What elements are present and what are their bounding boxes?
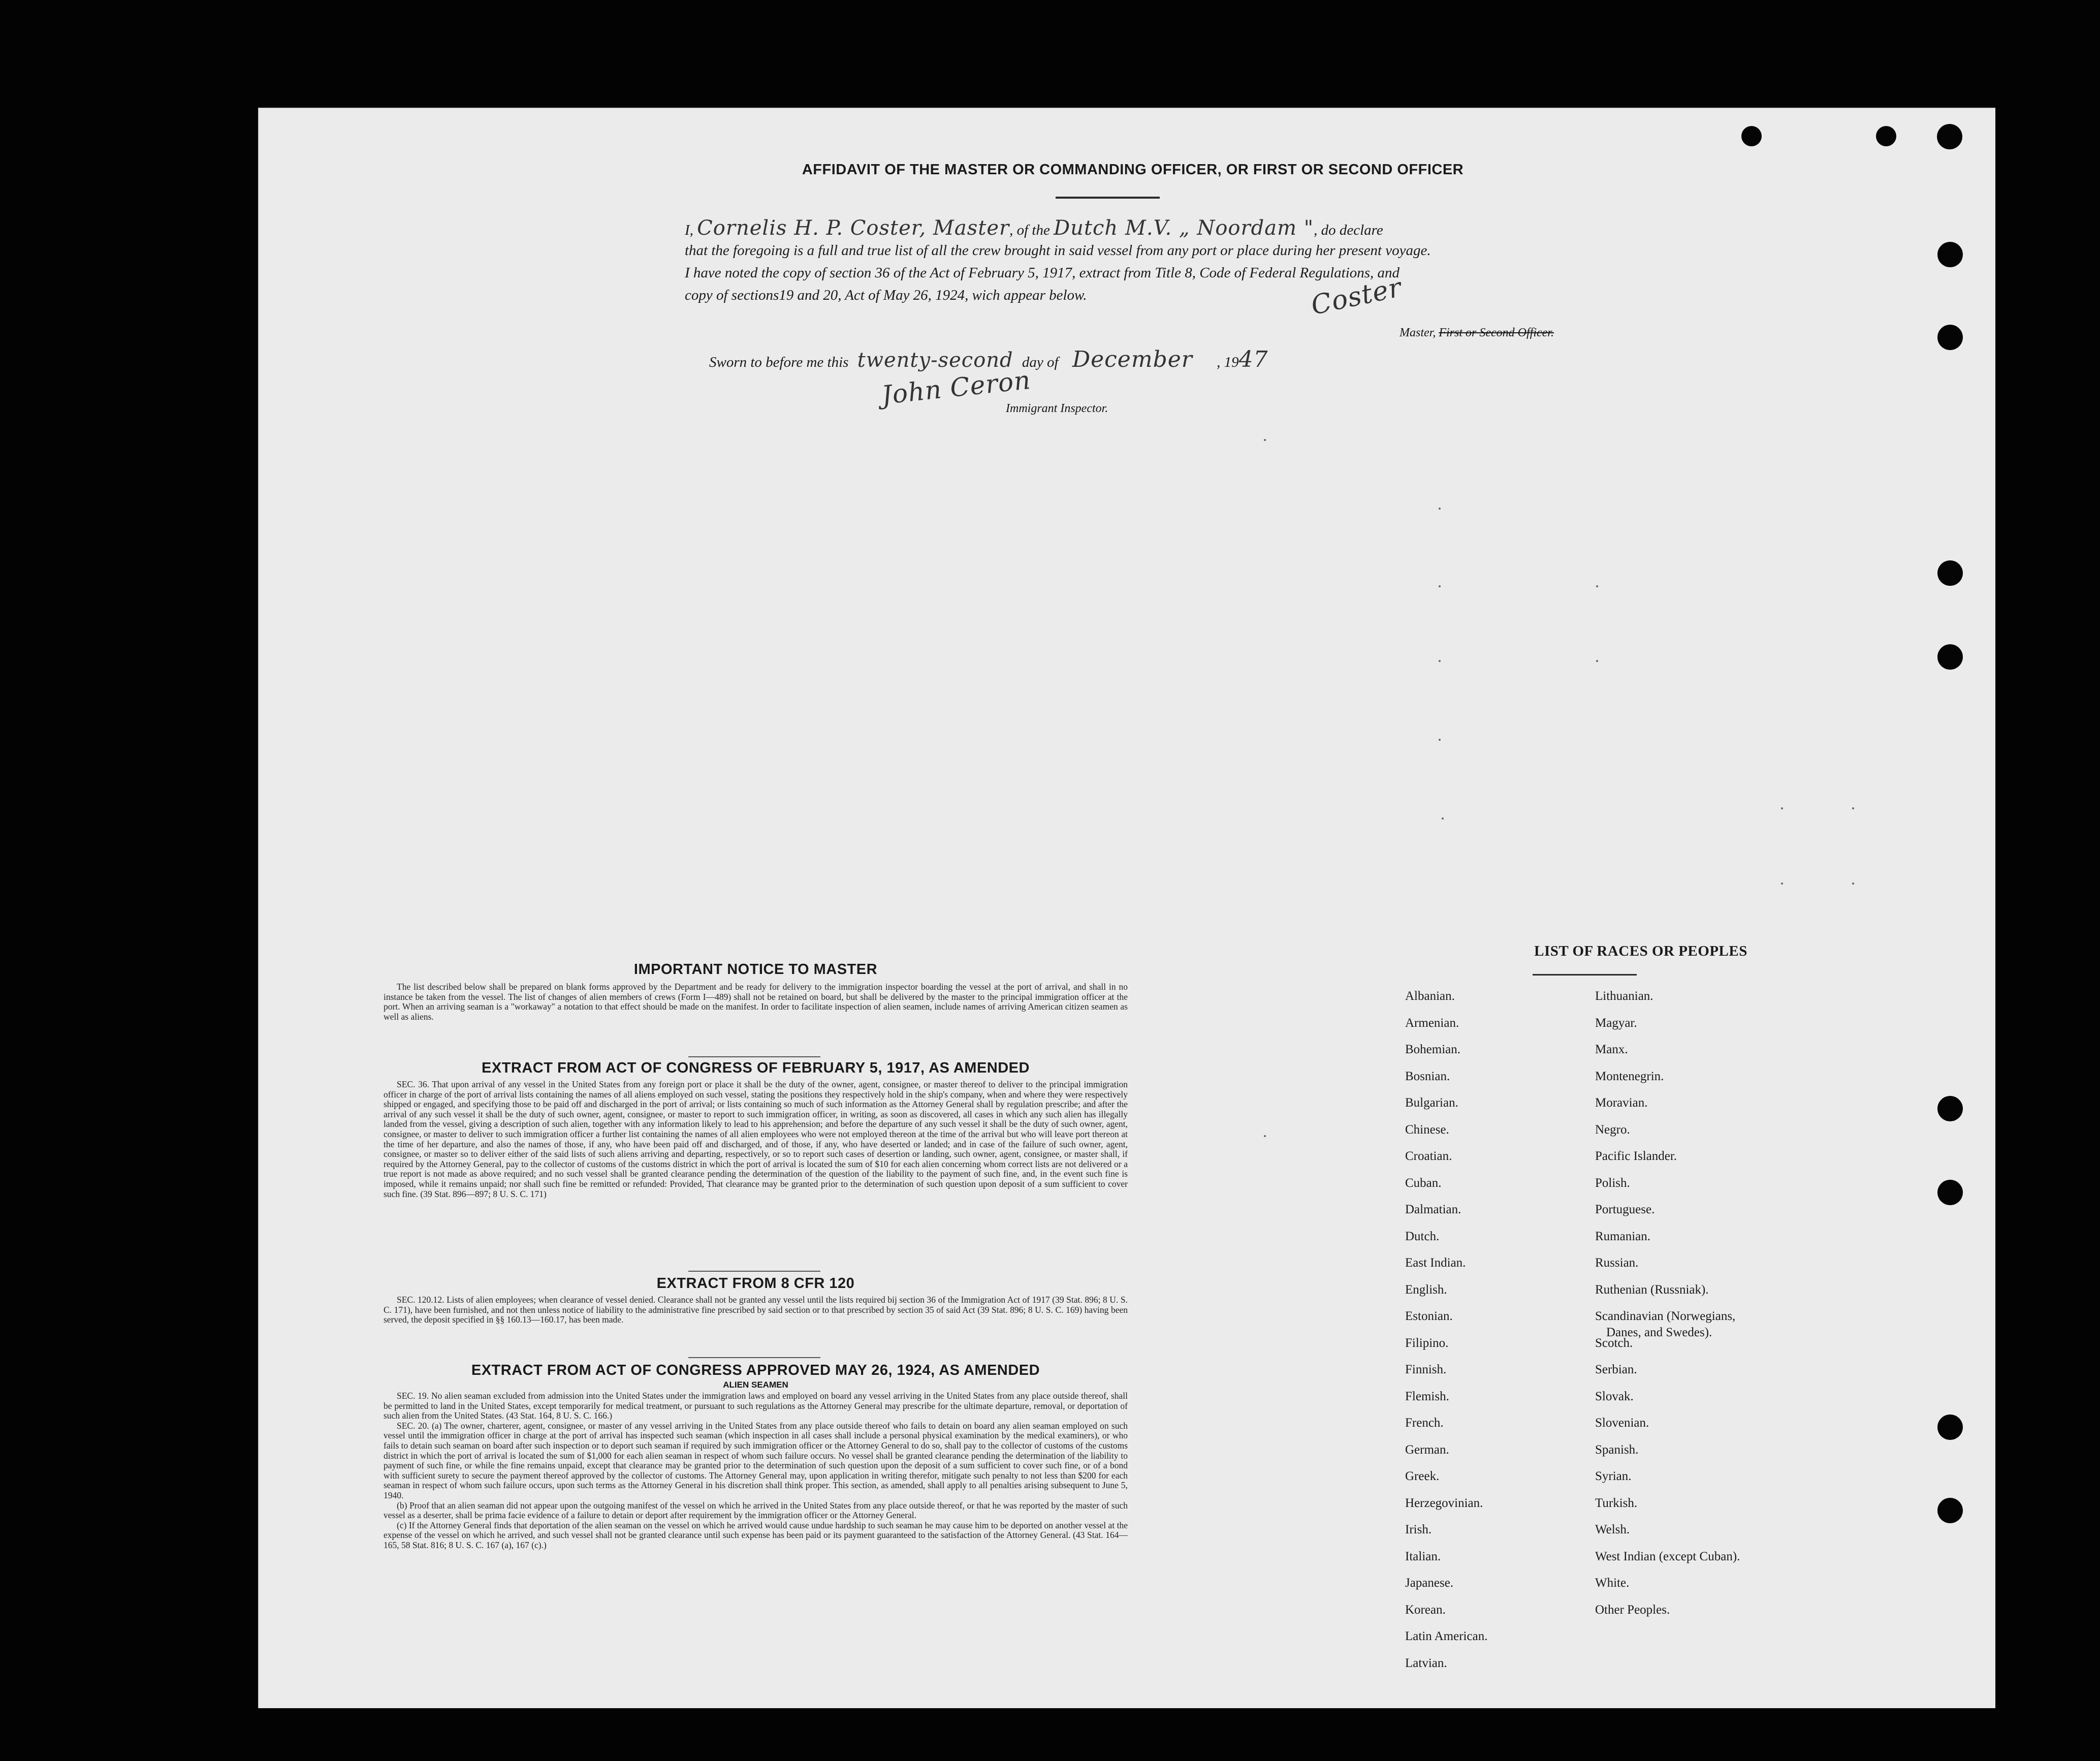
speck: [1852, 807, 1854, 809]
affidavit-line-1: I, Cornelis H. P. Coster, Master, of the Dutch M.V. „ Noordam ", do declare: [685, 216, 1383, 240]
race-item: Cuban.: [1405, 1176, 1442, 1190]
section-divider: [688, 1271, 820, 1272]
punch-hole: [1937, 1414, 1963, 1440]
race-item: Serbian.: [1595, 1363, 1637, 1376]
race-item: Danes, and Swedes).: [1606, 1326, 1712, 1339]
race-item: Estonian.: [1405, 1309, 1453, 1323]
race-item: Turkish.: [1595, 1496, 1638, 1510]
race-item: East Indian.: [1405, 1256, 1466, 1270]
race-item: Latvian.: [1405, 1656, 1447, 1670]
race-item: Dalmatian.: [1405, 1203, 1461, 1216]
race-item: Filipino.: [1405, 1336, 1449, 1350]
master-name-handwritten: Cornelis H. P. Coster, Master: [697, 216, 1010, 240]
race-item: Flemish.: [1405, 1389, 1449, 1403]
race-item: Bulgarian.: [1405, 1096, 1458, 1110]
race-item: Croatian.: [1405, 1149, 1452, 1163]
race-item: Polish.: [1595, 1176, 1630, 1190]
race-item: Welsh.: [1595, 1523, 1630, 1536]
race-item: Scandinavian (Norwegians,: [1595, 1309, 1736, 1323]
punch-hole: [1937, 1498, 1963, 1523]
race-item: Scotch.: [1595, 1336, 1633, 1350]
document-page: [258, 108, 1995, 1708]
extract-1924-sec-20c: (c) If the Attorney General finds that deportation of the alien seaman on the vessel on which he arrived would cause undue hardship to such seaman he may cause him to be deported on another vessel at the expense of the vessel on which he arrived, and such vessel shall not be granted clearance until such expense has been paid or its payment guaranteed to the satisfaction of the Attorney General. (43 Stat. 164—165, 58 Stat. 816; 8 U. S. C. 167 (a), 167 (c).): [384, 1520, 1128, 1550]
notice-body: The list described below shall be prepared on blank forms approved by the Department and be ready for delivery to the immigration inspector boarding the vessel at the port of arrival, and shall in no instance be taken from the vessel. The list of changes of alien members of crews (Form I—489) shall not be retained on board, but shall be delivered by the master to the principal immigration officer at the port. When an arriving seaman is a "workaway" a notation to that effect should be made on the manifest. In order to facilitate inspection of alien seamen, include names of arriving American citizen seamen as well as aliens.: [384, 982, 1128, 1022]
master-signature: Coster: [1308, 272, 1405, 322]
extract-cfr-body: SEC. 120.12. Lists of alien employees; when clearance of vessel denied. Clearance shall not be granted any vessel until the lists required bij section 36 of the Immigration Act of 1917 (39 Stat. 896; 8 U. S. C. 171), have been furnished, and not then unless notice of liability to the administrative fine prescribed by said section or to that prescribed by section 35 of said Act (39 Stat. 896; 8 U. S. C. 169) having been served, the deposit specified in §§ 160.13—160.17, has been made.: [384, 1295, 1128, 1325]
race-item: Latin American.: [1405, 1629, 1488, 1643]
heading-underline: [1056, 197, 1160, 199]
affidavit-line-4: copy of sections19 and 20, Act of May 26, 1924, wich appear below.: [685, 287, 1087, 303]
races-title: LIST OF RACES OR PEOPLES: [1534, 943, 1747, 959]
extract-1924-title: EXTRACT FROM ACT OF CONGRESS APPROVED MAY 26, 1924, AS AMENDED: [471, 1362, 1040, 1378]
race-item: Other Peoples.: [1595, 1602, 1670, 1617]
race-item: Ruthenian (Russniak).: [1595, 1282, 1709, 1297]
race-item: West Indian (except Cuban).: [1595, 1549, 1740, 1563]
extract-1924-sec-20a: SEC. 20. (a) The owner, charterer, agent, consignee, or master of any vessel arriving in the United States from any place outside thereof who fails to detain on board any alien seaman employed on such vessel until the immigration officer in charge at the port of arrival has inspected such seaman (which inspection in all cases shall include a personal physical examination by the medical examiners), or who fails to detain such seaman on board after such inspection or to deport such seaman if required by such immigration officer or the Attorney General to do so, shall pay to the collector of customs of the customs district in which the port of arrival is located the sum of $1,000 for each alien seaman in respect of whom such failure occurs. No vessel shall be granted clearance pending the determination of the liability to payment of such fine, or while the fine remains unpaid, except that clearance may be granted prior to the determination of such question upon the deposit of a sum sufficient to cover such fine, or of a bond with sufficient surety to secure the payment thereof approved by the collector of customs. The Attorney General may, upon application in writing therefor, mitigate such penalty to not less than $200 for each seaman in respect of whom such failure occurs, upon such terms as the Attorney General in his discretion shall think proper. This section, as amended, shall apply to all penalties arising subsequent to June 5, 1940.: [384, 1420, 1128, 1500]
punch-hole: [1937, 1180, 1963, 1205]
extract-cfr-section: [384, 1275, 1128, 1325]
race-item: Magyar.: [1595, 1016, 1637, 1030]
punch-hole: [1876, 126, 1896, 146]
speck: [1596, 660, 1598, 662]
race-item: Bosnian.: [1405, 1069, 1450, 1083]
punch-hole: [1741, 126, 1762, 146]
section-divider: [688, 1056, 820, 1057]
speck: [1852, 883, 1854, 885]
race-item: Irish.: [1405, 1523, 1432, 1536]
speck: [1781, 807, 1783, 809]
sworn-year-handwritten: 47: [1238, 347, 1268, 372]
extract-1924-sec-19: SEC. 19. No alien seaman excluded from admission into the United States under the immigration laws and employed on board any vessel arriving in the United States from any place outside thereof, shall be permitted to land in the United States, except temporarily for medical treatment, or pursuant to such regulations as the Attorney General may prescribe for the ultimate departure, removal, or deportation of such alien from the United States. (43 Stat. 164, 8 U. S. C. 166.): [384, 1391, 1128, 1421]
race-item: Bohemian.: [1405, 1043, 1461, 1056]
extract-1924-section: [384, 1362, 1128, 1551]
speck: [1439, 508, 1441, 510]
race-item: Rumanian.: [1595, 1229, 1651, 1243]
extract-1917-section: [384, 1060, 1128, 1199]
race-item: English.: [1405, 1282, 1447, 1297]
race-item: Slovenian.: [1595, 1416, 1649, 1430]
race-item: Spanish.: [1595, 1442, 1639, 1457]
race-item: Pacific Islander.: [1595, 1149, 1677, 1163]
extract-1924-sec-20b: (b) Proof that an alien seaman did not appear upon the outgoing manifest of the vessel on which he arrived in the United States from any place outside thereof, or that he was reported by the master of such vessel as a deserter, shall be prima facie evidence of a failure to detain or deport after requirement by the immigration officer or the Attorney General.: [384, 1500, 1128, 1521]
race-item: Greek.: [1405, 1469, 1440, 1483]
extract-1924-subtitle: ALIEN SEAMEN: [723, 1380, 788, 1390]
race-item: German.: [1405, 1442, 1449, 1457]
speck: [1439, 585, 1441, 587]
extract-1917-title: EXTRACT FROM ACT OF CONGRESS OF FEBRUARY 5, 1917, AS AMENDED: [482, 1060, 1030, 1076]
notice-section: [384, 961, 1128, 1022]
notice-title: IMPORTANT NOTICE TO MASTER: [633, 961, 878, 978]
sworn-month-handwritten: December: [1072, 347, 1193, 372]
speck: [1439, 660, 1441, 662]
speck: [1781, 883, 1783, 885]
race-item: Chinese.: [1405, 1122, 1449, 1137]
race-item: Slovak.: [1595, 1389, 1634, 1403]
extract-1917-body: SEC. 36. That upon arrival of any vessel in the United States from any foreign port or place it shall be the duty of the owner, agent, consignee, or master thereof to deliver to the principal immigration officer in charge of the port of arrival lists containing the names of all aliens employed on such vessel, stating the positions they respectively hold in the ship's company, when and where they were respectively shipped or engaged, and specifying those to be paid off and discharged in the port of arrival; or lists containing so much of such information as the Attorney General shall by regulation prescribe; and after the arrival of any such vessel it shall be the duty of such owner, agent, consignee, or master to report to such immigration officer, in writing, as soon as discovered, all cases in which any such alien has illegally landed from the vessel, giving a description of such alien, together with any information likely to lead to his apprehension; and before the departure of any such vessel it shall be the duty of such owner, agent, consignee, or master to deliver to such immigration officer a further list containing the names of all alien employees who were not employed thereon at the time of the arrival but who will leave port thereon at the time of her departure, and also the names of those, if any, who have been paid off and discharged, and of those, if any, who have deserted or landed; and in case of the failure of such owner, agent, consignee, or master so to deliver either of the said lists of such aliens arriving and departing, respectively, or so to report such cases of desertion or landing, such owner, agent, consignee, or master shall, if required by the Attorney General, pay to the collector of customs of the customs district in which the port of arrival is located the sum of $10 for each alien concerning whom correct lists are not delivered or a true report is not made as above required; and no such vessel shall be granted clearance pending the determination of the question of the liability to the payment of such fine, and, in the event such fine is imposed, while it remains unpaid; nor shall such fine be remitted or refunded: Provided, That clearance may be granted prior to the determination of such question upon deposit of a sum sufficient to cover such fine. (39 Stat. 896—897; 8 U. S. C. 171): [384, 1079, 1128, 1199]
race-item: French.: [1405, 1416, 1444, 1430]
speck: [1264, 439, 1266, 441]
race-item: Lithuanian.: [1595, 989, 1653, 1003]
speck: [1264, 1135, 1266, 1137]
races-title-underline: [1533, 974, 1637, 976]
race-item: Manx.: [1595, 1043, 1628, 1056]
speck: [1439, 739, 1441, 741]
section-divider: [688, 1357, 820, 1358]
race-item: Japanese.: [1405, 1576, 1454, 1590]
race-item: Syrian.: [1595, 1469, 1632, 1483]
sworn-day-handwritten: twenty-second: [857, 349, 1013, 372]
race-item: Korean.: [1405, 1602, 1446, 1617]
punch-hole: [1937, 644, 1963, 670]
race-item: Negro.: [1595, 1122, 1630, 1137]
race-item: Herzegovinian.: [1405, 1496, 1483, 1510]
extract-cfr-title: EXTRACT FROM 8 CFR 120: [656, 1275, 855, 1292]
inspector-label: Immigrant Inspector.: [1006, 402, 1108, 415]
race-item: Finnish.: [1405, 1363, 1447, 1376]
race-item: Albanian.: [1405, 989, 1455, 1003]
race-item: Dutch.: [1405, 1229, 1440, 1243]
race-item: Italian.: [1405, 1549, 1441, 1563]
race-item: Moravian.: [1595, 1096, 1648, 1110]
race-item: Russian.: [1595, 1256, 1639, 1270]
race-item: Portuguese.: [1595, 1203, 1655, 1216]
affidavit-heading: AFFIDAVIT OF THE MASTER OR COMMANDING OFFICER, OR FIRST OR SECOND OFFICER: [802, 162, 1464, 178]
punch-hole: [1937, 242, 1963, 267]
punch-hole: [1937, 325, 1963, 350]
speck: [1442, 817, 1444, 820]
inspector-signature: John Ceron: [880, 365, 1032, 411]
vessel-name-handwritten: Dutch M.V. „ Noordam ": [1054, 216, 1314, 240]
speck: [1596, 585, 1598, 587]
master-label: Master, First or Second Officer.: [1399, 326, 1554, 339]
affidavit-line-3: I have noted the copy of section 36 of the Act of February 5, 1917, extract from Title 8, Code of Federal Regulations, and: [685, 265, 1400, 281]
affidavit-line-2: that the foregoing is a full and true list of all the crew brought in said vessel from any port or place during her present voyage.: [685, 242, 1431, 259]
race-item: Armenian.: [1405, 1016, 1459, 1030]
race-item: Montenegrin.: [1595, 1069, 1664, 1083]
sworn-line: Sworn to before me this twenty-second day of December , 1947: [709, 347, 1268, 372]
punch-hole: [1937, 1096, 1963, 1121]
race-item: White.: [1595, 1576, 1630, 1590]
punch-hole: [1937, 560, 1963, 586]
punch-hole: [1937, 124, 1962, 149]
